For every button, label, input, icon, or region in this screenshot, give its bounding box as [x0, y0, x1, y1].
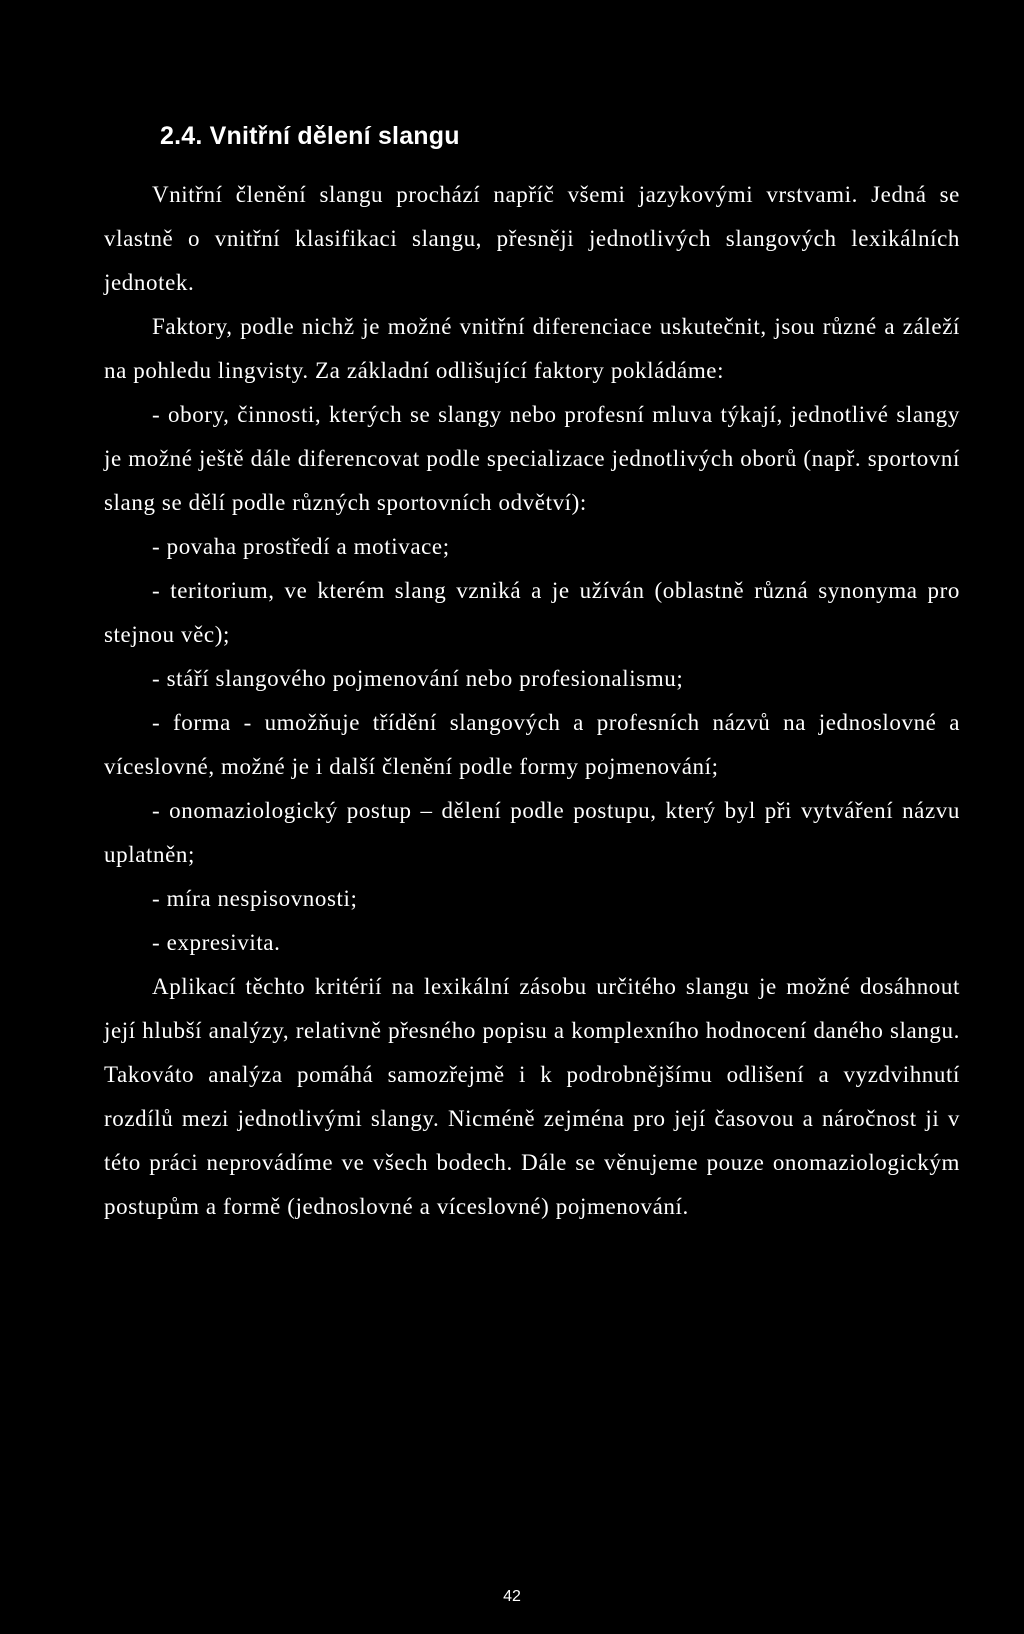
- list-item-obory: - obory, činnosti, kterých se slangy nebo profesní mluva týkají, jednotlivé slangy je možné ještě dále diferencovat podle specializace jednotlivých oborů (např. sportovní slang se dělí podle různých sportovních odvětví):: [104, 402, 960, 515]
- list-item-povaha: - povaha prostředí a motivace;: [152, 534, 450, 559]
- paragraph-factors: Faktory, podle nichž je možné vnitřní diferenciace uskutečnit, jsou různé a záleží na pohledu lingvisty. Za základní odlišující faktory pokládáme:: [104, 314, 960, 383]
- paragraph-intro: Vnitřní členění slangu prochází napříč všemi jazykovými vrstvami. Jedná se vlastně o vnitřní klasifikaci slangu, přesněji jednotlivých slangových lexikálních jednotek.: [104, 182, 960, 295]
- list-item-teritorium: - teritorium, ve kterém slang vzniká a je užíván (oblastně různá synonyma pro stejnou věc);: [104, 578, 960, 647]
- list-item-onomaziologicky: - onomaziologický postup – dělení podle postupu, který byl při vytváření názvu uplatněn;: [104, 798, 960, 867]
- list-item-forma: - forma - umožňuje třídění slangových a profesních názvů na jednoslovné a víceslovné, možné je i další členění podle formy pojmenování;: [104, 710, 960, 779]
- page-number: 42: [503, 1588, 521, 1605]
- paragraph-closing: Aplikací těchto kritérií na lexikální zásobu určitého slangu je možné dosáhnout její hlubší analýzy, relativně přesného popisu a komplexního hodnocení daného slangu. Takováto analýza pomáhá samozřejmě i k podrobnějšímu odlišení a vyzdvihnutí rozdílů mezi jednotlivými slangy. Nicméně zejména pro její časovou a náročnost ji v této práci neprovádíme ve všech bodech. Dále se věnujeme pouze onomaziologickým postupům a formě (jednoslovné a víceslovné) pojmenování.: [104, 974, 960, 1219]
- section-heading: 2.4. Vnitřní dělení slangu: [160, 122, 460, 150]
- list-item-expresivita: - expresivita.: [152, 930, 281, 955]
- list-item-stari: - stáří slangového pojmenování nebo profesionalismu;: [152, 666, 684, 691]
- list-item-mira: - míra nespisovnosti;: [152, 886, 358, 911]
- section-body: [104, 173, 960, 1229]
